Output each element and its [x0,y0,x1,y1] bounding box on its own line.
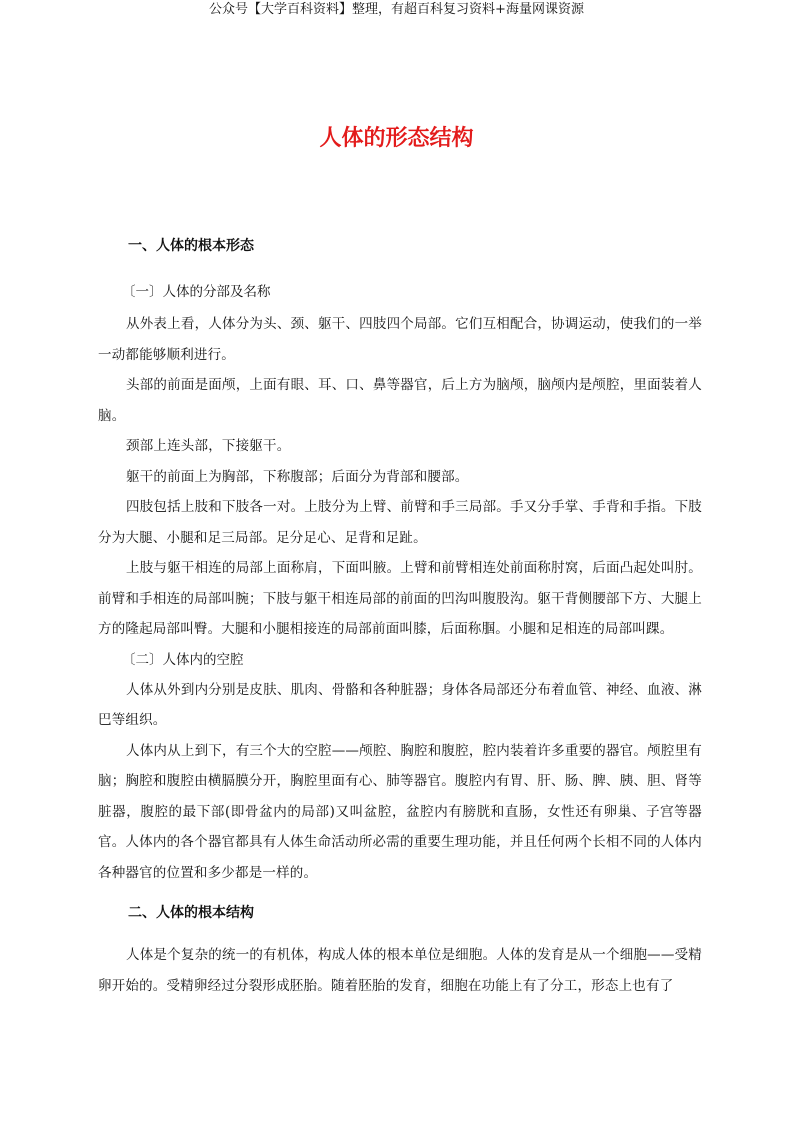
paragraph: 人体内从上到下，有三个大的空腔——颅腔、胸腔和腹腔，腔内装着许多重要的器官。颅腔里有脑；胸腔和腹腔由横膈膜分开，胸腔里面有心、肺等器官。腹腔内有胃、肝、肠、脾、胰、胆、肾等脏器，腹腔的最下部(即骨盆内的局部)又叫盆腔，盆腔内有膀胱和直肠，女性还有卵巢、子宫等器官。人体内的各个器官都具有人体生命活动所必需的重要生理功能，并且任何两个长相不同的人体内各种器官的位置和多少都是一样的。 [98,742,702,881]
sub-heading-1: 〔一〕人体的分部及名称 [122,284,271,300]
paragraph: 上肢与躯干相连的局部上面称肩，下面叫腋。上臂和前臂相连处前面称肘窝，后面凸起处叫肘。前臂和手相连的局部叫腕；下肢与躯干相连局部的前面的凹沟叫腹股沟。躯干背侧腰部下方、大腿上方的隆起局部叫臀。大腿和小腿相接连的局部前面叫膝，后面称腘。小腿和足相连的局部叫踝。 [98,560,702,637]
paragraph: 四肢包括上肢和下肢各一对。上肢分为上臂、前臂和手三局部。手又分手掌、手背和手指。下肢分为大腿、小腿和足三局部。足分足心、足背和足趾。 [98,499,702,546]
paragraph: 从外表上看，人体分为头、颈、躯干、四肢四个局部。它们互相配合，协调运动，使我们的一举一动都能够顺利进行。 [98,316,702,363]
section-heading-2: 二、人体的根本结构 [128,905,254,921]
paragraph: 颈部上连头部，下接躯干。 [126,438,291,454]
header-note: 公众号【大学百科资料】整理，有超百科复习资料+海量网课资源 [209,2,584,17]
paragraph: 头部的前面是面颅，上面有眼、耳、口、鼻等器官，后上方为脑颅，脑颅内是颅腔，里面装着人脑。 [98,377,702,424]
paragraph: 躯干的前面上为胸部，下称腹部；后面分为背部和腰部。 [126,468,469,485]
paragraph: 人体是个复杂的统一的有机体，构成人体的根本单位是细胞。人体的发育是从一个细胞——受精卵开始的。受精卵经过分裂形成胚胎。随着胚胎的发育，细胞在功能上有了分工，形态上也有了 [98,947,702,994]
section-heading-1: 一、人体的根本形态 [128,238,254,254]
page-title: 人体的形态结构 [319,126,474,151]
sub-heading-2: 〔二〕人体内的空腔 [122,651,244,668]
document-body [98,233,702,1001]
paragraph: 人体从外到内分别是皮肤、肌肉、骨骼和各种脏器；身体各局部还分布着血管、神经、血液、淋巴等组织。 [98,681,702,728]
